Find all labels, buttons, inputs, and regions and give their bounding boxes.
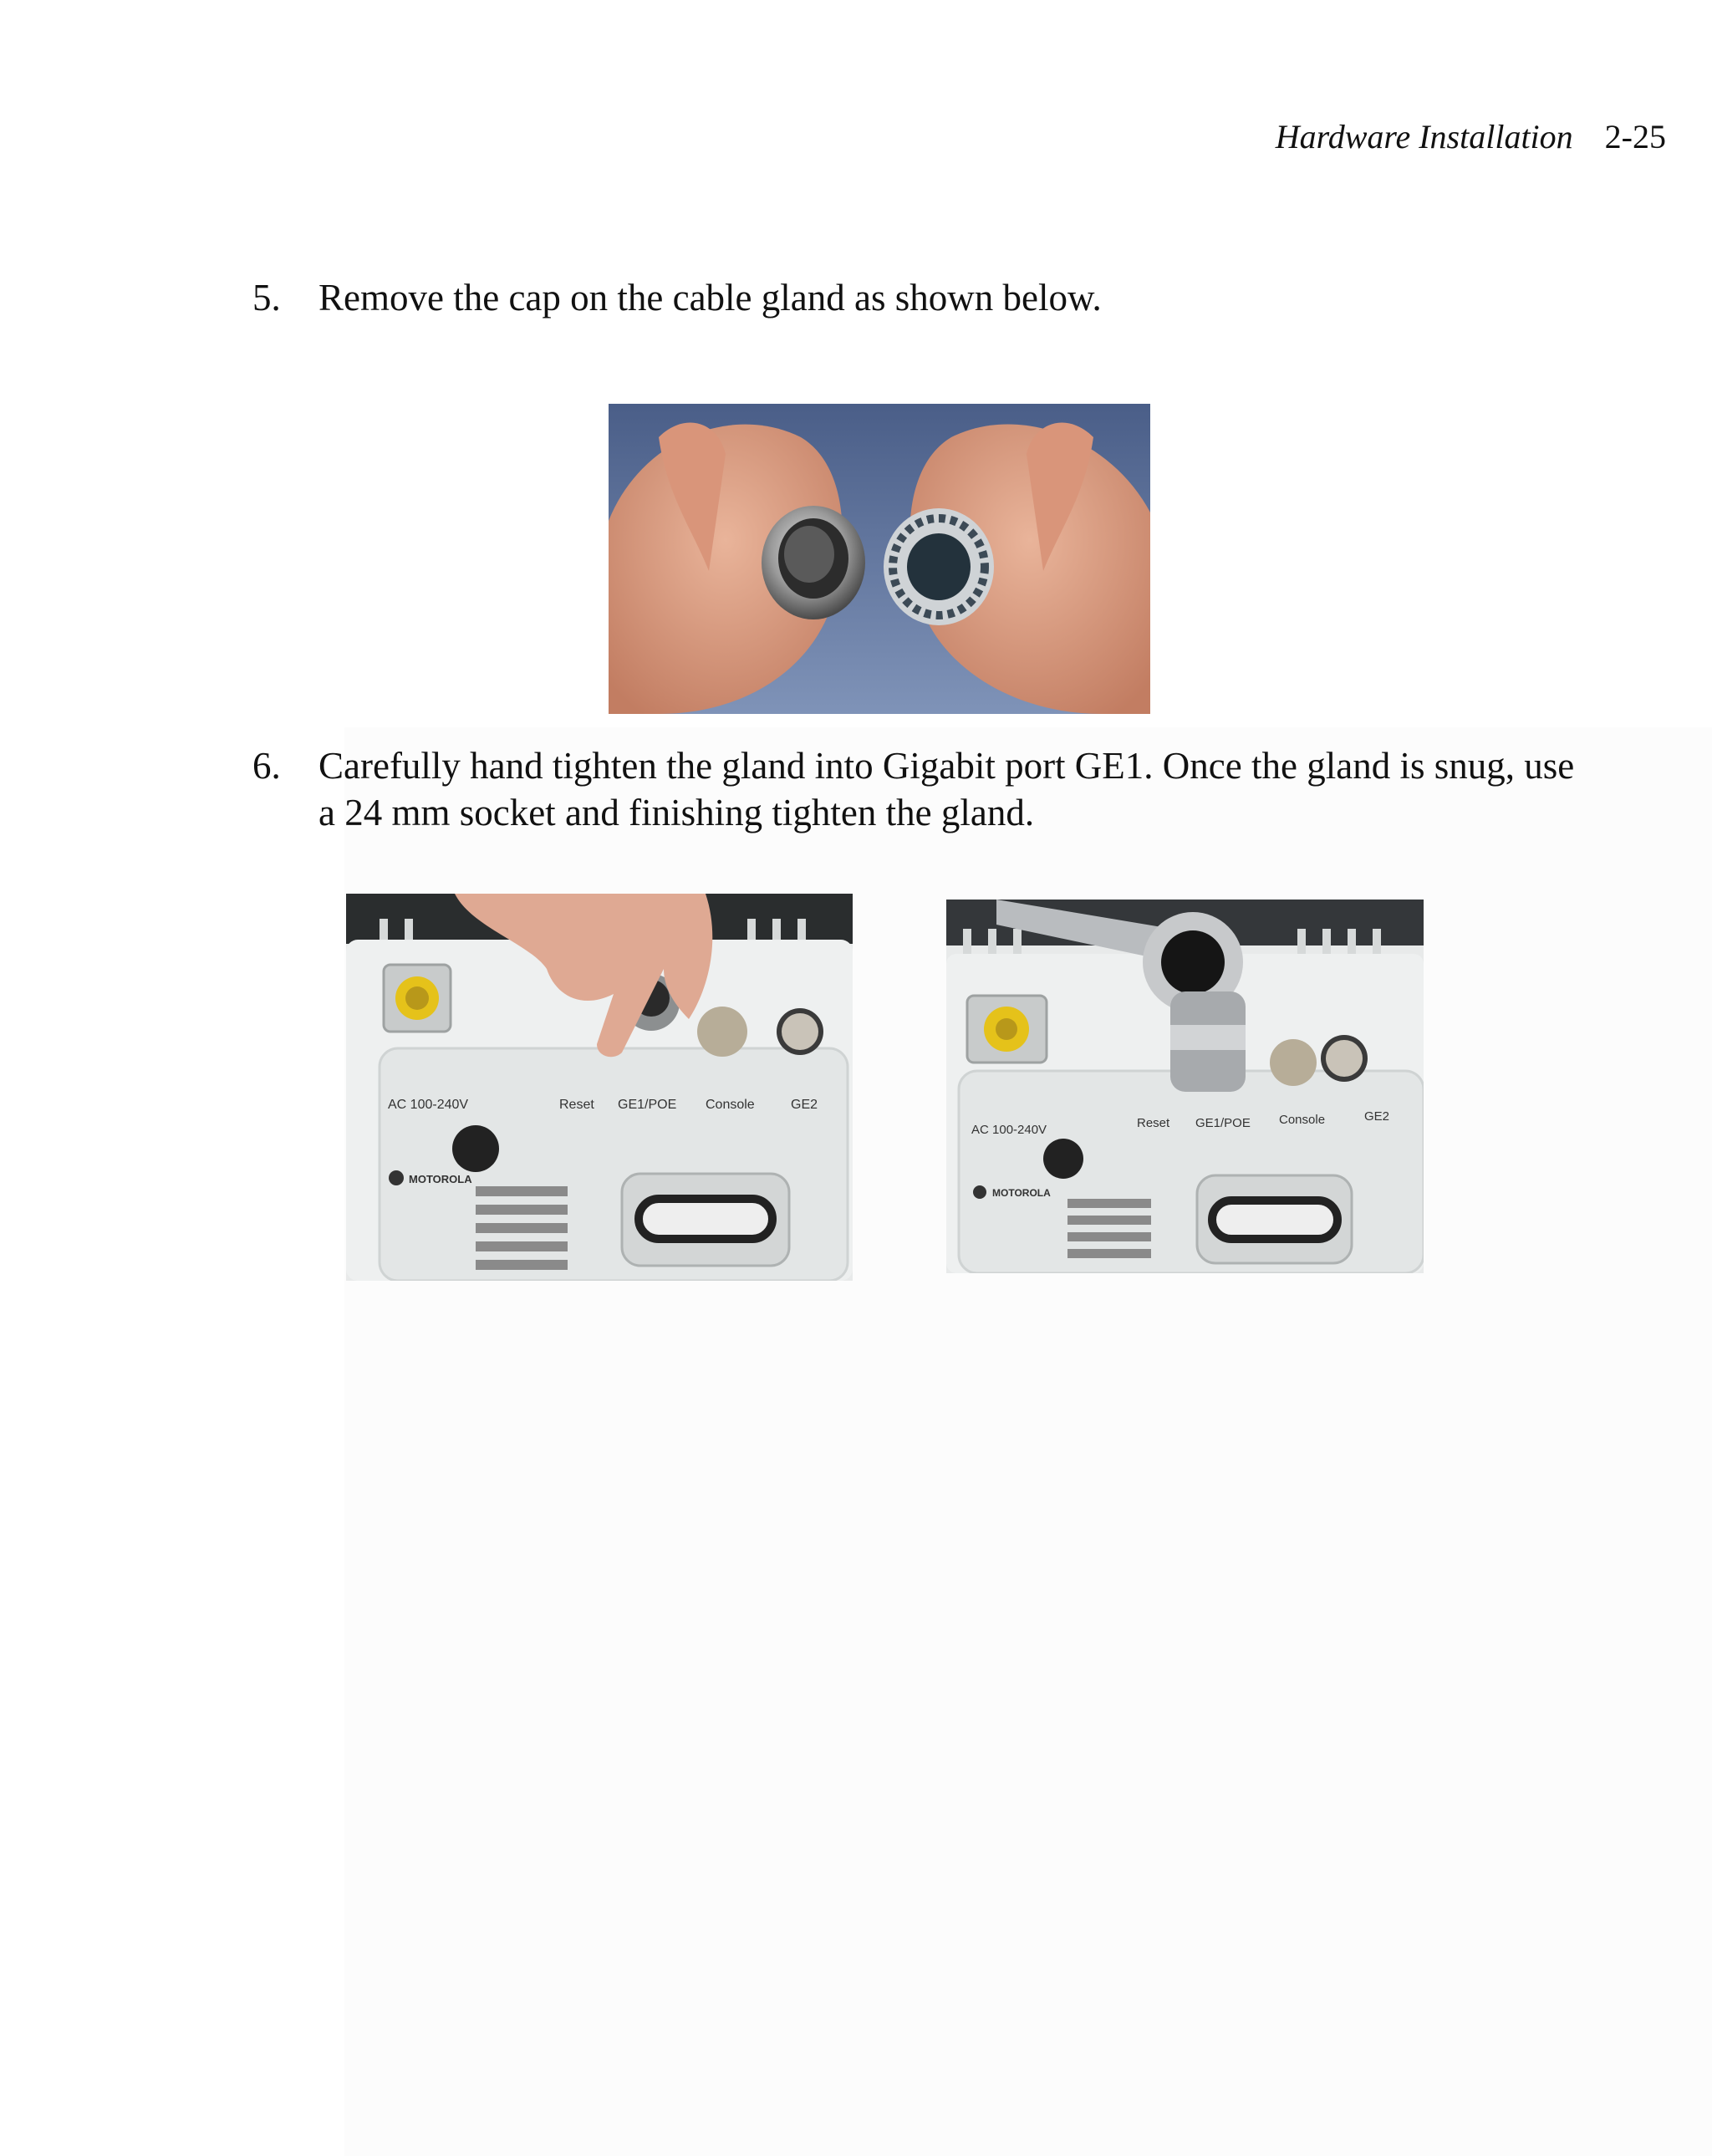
svg-text:GE1/POE: GE1/POE	[618, 1098, 677, 1112]
svg-text:GE2: GE2	[791, 1098, 818, 1112]
svg-text:AC 100-240V: AC 100-240V	[971, 1123, 1047, 1137]
svg-text:GE1/POE: GE1/POE	[1195, 1116, 1251, 1130]
photo-socket-tighten-gland	[946, 900, 1424, 1273]
step-number: 6.	[252, 745, 281, 787]
page-number: 2-25	[1604, 118, 1666, 155]
svg-text:AC 100-240V: AC 100-240V	[388, 1098, 469, 1112]
svg-text:Reset: Reset	[559, 1098, 594, 1112]
svg-text:Reset: Reset	[1137, 1116, 1170, 1130]
svg-text:MOTOROLA: MOTOROLA	[409, 1173, 472, 1185]
svg-text:GE2: GE2	[1364, 1109, 1390, 1124]
step-5	[252, 274, 1598, 321]
svg-text:Console: Console	[706, 1098, 755, 1112]
svg-text:MOTOROLA: MOTOROLA	[992, 1187, 1051, 1199]
section-title: Hardware Installation	[1275, 118, 1573, 155]
photo-hand-tighten-gland	[346, 894, 853, 1281]
step-text: Remove the cap on the cable gland as shown below.	[318, 277, 1102, 319]
running-header	[1276, 117, 1666, 156]
step-number: 5.	[252, 277, 281, 319]
step-6	[252, 742, 1598, 836]
step-text: Carefully hand tighten the gland into Gigabit port GE1. Once the gland is snug, use a 24 mm socket and finishing tighten the gland.	[318, 745, 1575, 833]
photo-cable-gland-cap	[609, 404, 1150, 714]
svg-text:Console: Console	[1279, 1113, 1326, 1127]
